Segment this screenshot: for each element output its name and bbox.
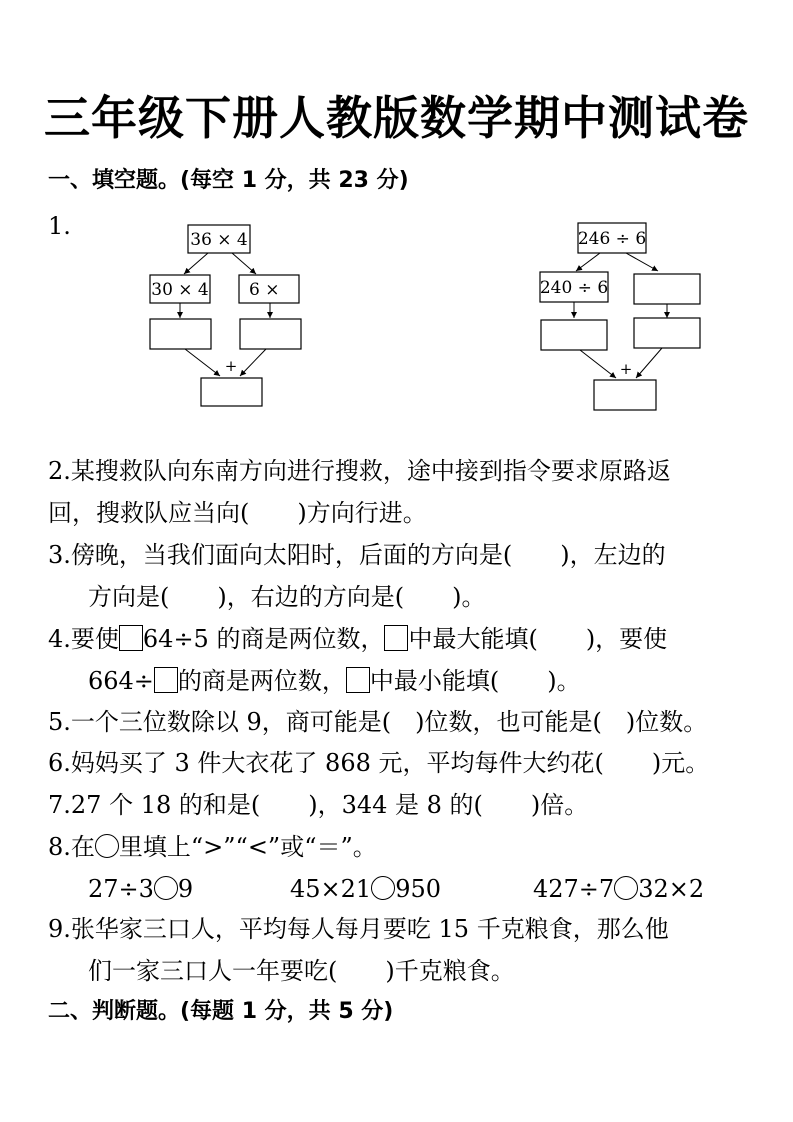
q8-circle-3[interactable] — [614, 876, 638, 900]
q8-expr-2-left: 45×21 — [290, 875, 372, 903]
q8-circle-example — [95, 834, 119, 858]
q4-text-2a: 664÷ — [88, 667, 154, 695]
q1-right-sub-right-box — [634, 274, 700, 304]
q3-line-1: 3.傍晚，当我们面向太阳时，后面的方向是( )，左边的 — [48, 541, 666, 569]
q4-text-1a: 4.要使 — [48, 625, 119, 653]
q1-left-plus: + — [224, 357, 238, 375]
q1-right-answer-box-2 — [634, 318, 700, 348]
q8-expr-1-left: 27÷3 — [88, 875, 154, 903]
q4-blank-square-3[interactable] — [154, 667, 178, 693]
q4-text-1c: 中最大能填( )，要使 — [408, 625, 668, 653]
q8-expr-2-right: 950 — [395, 875, 441, 903]
q8-circle-2[interactable] — [371, 876, 395, 900]
q3-line-2: 方向是( )，右边的方向是( )。 — [88, 583, 486, 611]
q8-circle-1[interactable] — [154, 876, 178, 900]
q7-line: 7.27 个 18 的和是( )，344 是 8 的( )倍。 — [48, 791, 589, 819]
q1-left-diagram — [140, 218, 320, 413]
q1-right-plus: + — [619, 360, 633, 378]
q1-left-answer-box-1 — [150, 319, 211, 349]
q4-blank-square-4 — [346, 667, 370, 693]
q1-left-sub-left-label: 30 × 4 — [151, 280, 209, 300]
q1-right-diagram — [530, 218, 715, 413]
q8-text-a: 8.在 — [48, 833, 95, 861]
q1-left-top-label: 36 × 4 — [190, 230, 248, 250]
q4-blank-square-2 — [384, 625, 408, 651]
q6-line: 6.妈妈买了 3 件大衣花了 868 元，平均每件大约花( )元。 — [48, 749, 710, 777]
q1-left-sub-right-label: 6 × — [249, 280, 280, 300]
q1-right-sum-box — [594, 380, 656, 410]
q8-line-1 — [48, 831, 377, 863]
q8-expr-1 — [88, 873, 193, 905]
q8-expr-3-left: 427÷7 — [533, 875, 615, 903]
q2-line-2: 回，搜救队应当向( )方向行进。 — [48, 499, 427, 527]
q8-text-b: 里填上“>”“<”或“＝”。 — [118, 833, 377, 861]
q8-expr-1-right: 9 — [177, 875, 194, 903]
q1-right-top-label: 246 ÷ 6 — [577, 229, 647, 249]
q2-line-1: 2.某搜救队向东南方向进行搜救，途中接到指令要求原路返 — [48, 457, 671, 485]
q1-number: 1. — [48, 212, 71, 240]
q4-blank-square-1[interactable] — [119, 625, 143, 651]
q9-line-1: 9.张华家三口人，平均每人每月要吃 15 千克粮食，那么他 — [48, 915, 669, 943]
q1-right-answer-box-1 — [541, 320, 607, 350]
q4-text-1b: 64÷5 的商是两位数， — [142, 625, 385, 653]
q8-expr-2 — [290, 873, 441, 905]
q4-line-1 — [48, 623, 667, 655]
section-2-heading: 二、判断题。(每题 1 分，共 5 分) — [48, 999, 394, 1024]
page-title: 三年级下册人教版数学期中测试卷 — [44, 91, 749, 145]
q8-expr-3-right: 32×2 — [638, 875, 705, 903]
q4-line-2 — [88, 665, 581, 697]
q1-left-answer-box-2 — [240, 319, 301, 349]
q1-left-sum-box — [201, 378, 262, 406]
q4-text-2c: 中最小能填( )。 — [369, 667, 581, 695]
q5-line: 5.一个三位数除以 9，商可能是( )位数，也可能是( )位数。 — [48, 708, 708, 736]
q4-text-2b: 的商是两位数， — [177, 667, 346, 695]
section-1-heading: 一、填空题。(每空 1 分，共 23 分) — [48, 168, 409, 193]
q9-line-2: 们一家三口人一年要吃( )千克粮食。 — [88, 957, 515, 985]
q8-expr-3 — [533, 873, 704, 905]
q1-right-sub-left-label: 240 ÷ 6 — [539, 278, 609, 298]
